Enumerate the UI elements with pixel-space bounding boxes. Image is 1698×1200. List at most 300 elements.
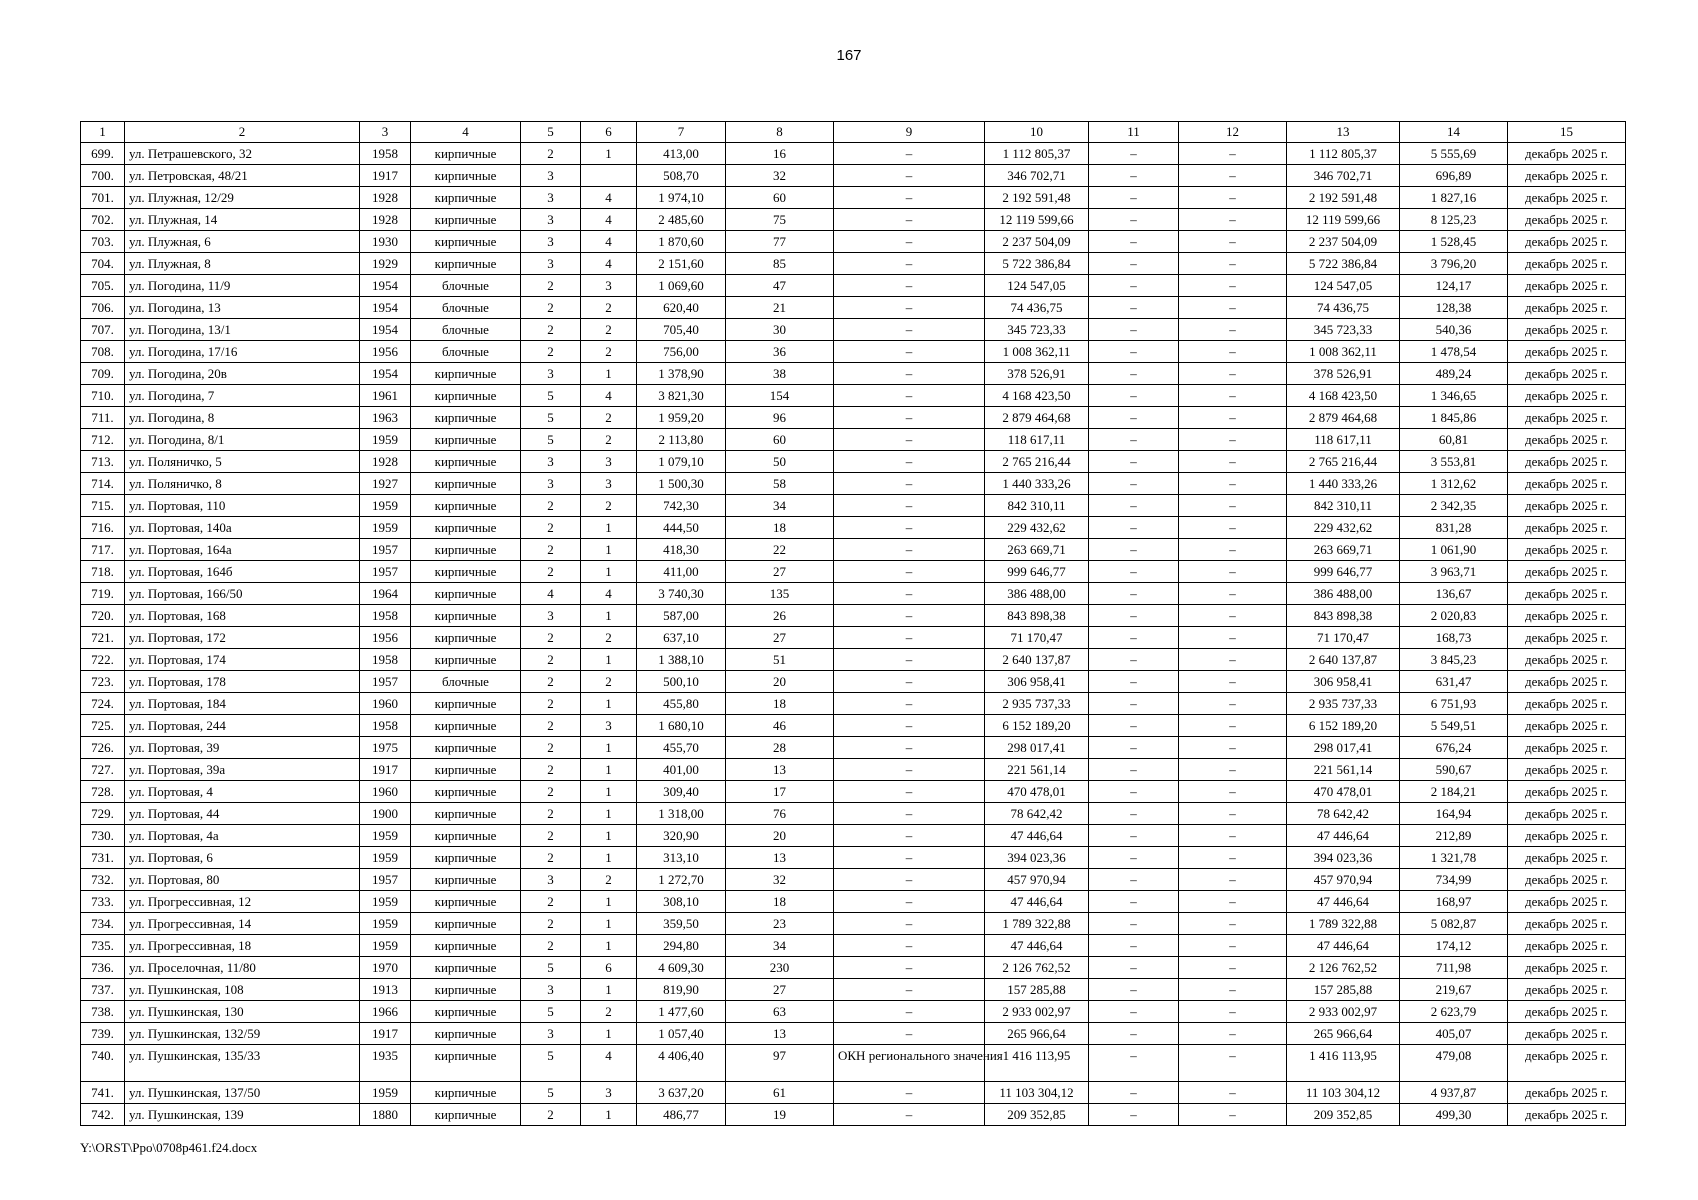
- table-cell: декабрь 2025 г.: [1508, 209, 1626, 231]
- table-row: [81, 473, 1626, 495]
- table-cell: кирпичные: [411, 605, 521, 627]
- table-cell: ул. Портовая, 39: [125, 737, 360, 759]
- table-cell: декабрь 2025 г.: [1508, 935, 1626, 957]
- table-cell: 2 933 002,97: [985, 1001, 1089, 1023]
- table-cell: –: [1089, 495, 1179, 517]
- table-cell: 1975: [360, 737, 411, 759]
- table-cell: 711.: [81, 407, 125, 429]
- table-row: [81, 605, 1626, 627]
- table-cell: 708.: [81, 341, 125, 363]
- table-cell: блочные: [411, 319, 521, 341]
- table-cell: 457 970,94: [1287, 869, 1400, 891]
- table-row: [81, 385, 1626, 407]
- table-cell: –: [1179, 1045, 1287, 1082]
- table-cell: 2 623,79: [1400, 1001, 1508, 1023]
- table-cell: 96: [726, 407, 834, 429]
- table-cell: ул. Пушкинская, 139: [125, 1104, 360, 1126]
- table-cell: 209 352,85: [985, 1104, 1089, 1126]
- table-cell: –: [1089, 1045, 1179, 1082]
- table-cell: кирпичные: [411, 825, 521, 847]
- table-cell: 842 310,11: [1287, 495, 1400, 517]
- table-cell: декабрь 2025 г.: [1508, 737, 1626, 759]
- table-cell: 13: [726, 847, 834, 869]
- table-cell: 1960: [360, 781, 411, 803]
- table-row: [81, 517, 1626, 539]
- table-cell: –: [1179, 1023, 1287, 1045]
- table-cell: –: [1179, 429, 1287, 451]
- table-cell: –: [1179, 913, 1287, 935]
- table-cell: –: [834, 649, 985, 671]
- table-cell: 717.: [81, 539, 125, 561]
- table-cell: 479,08: [1400, 1045, 1508, 1082]
- table-cell: ул. Портовая, 39а: [125, 759, 360, 781]
- table-cell: кирпичные: [411, 385, 521, 407]
- table-row: [81, 187, 1626, 209]
- table-cell: –: [1089, 847, 1179, 869]
- table-cell: 27: [726, 561, 834, 583]
- table-cell: 1 061,90: [1400, 539, 1508, 561]
- table-cell: 1959: [360, 825, 411, 847]
- table-cell: декабрь 2025 г.: [1508, 495, 1626, 517]
- table-cell: кирпичные: [411, 979, 521, 1001]
- table-cell: –: [834, 605, 985, 627]
- table-cell: кирпичные: [411, 891, 521, 913]
- table-cell: 1961: [360, 385, 411, 407]
- table-cell: кирпичные: [411, 209, 521, 231]
- table-cell: 13: [726, 759, 834, 781]
- table-cell: 1: [581, 891, 637, 913]
- table-cell: 700.: [81, 165, 125, 187]
- table-row: [81, 1001, 1626, 1023]
- table-cell: –: [1089, 473, 1179, 495]
- table-cell: 1963: [360, 407, 411, 429]
- table-cell: –: [1179, 407, 1287, 429]
- table-cell: 18: [726, 517, 834, 539]
- table-cell: 28: [726, 737, 834, 759]
- table-cell: 265 966,64: [985, 1023, 1089, 1045]
- table-row: [81, 737, 1626, 759]
- table-cell: 3 740,30: [637, 583, 726, 605]
- table-cell: 1959: [360, 495, 411, 517]
- table-row: [81, 451, 1626, 473]
- table-cell: декабрь 2025 г.: [1508, 561, 1626, 583]
- table-cell: ул. Портовая, 164б: [125, 561, 360, 583]
- table-cell: 703.: [81, 231, 125, 253]
- table-cell: декабрь 2025 г.: [1508, 825, 1626, 847]
- table-cell: –: [834, 429, 985, 451]
- table-cell: ул. Погодина, 8: [125, 407, 360, 429]
- table-cell: 1 789 322,88: [1287, 913, 1400, 935]
- table-cell: 2: [521, 693, 581, 715]
- table-cell: кирпичные: [411, 935, 521, 957]
- table-cell: –: [1089, 143, 1179, 165]
- table-cell: 74 436,75: [1287, 297, 1400, 319]
- table-cell: –: [1179, 957, 1287, 979]
- table-cell: 5: [521, 407, 581, 429]
- table-cell: 2: [581, 495, 637, 517]
- column-header: 3: [360, 122, 411, 143]
- table-cell: ул. Портовая, 80: [125, 869, 360, 891]
- table-cell: –: [834, 187, 985, 209]
- table-cell: ул. Плужная, 8: [125, 253, 360, 275]
- table-cell: 47 446,64: [1287, 891, 1400, 913]
- table-row: [81, 275, 1626, 297]
- table-cell: 32: [726, 165, 834, 187]
- table-cell: –: [834, 957, 985, 979]
- table-cell: 313,10: [637, 847, 726, 869]
- table-cell: декабрь 2025 г.: [1508, 627, 1626, 649]
- table-cell: 1917: [360, 165, 411, 187]
- table-cell: 1: [581, 143, 637, 165]
- table-cell: –: [1089, 319, 1179, 341]
- table-cell: 118 617,11: [985, 429, 1089, 451]
- page-number: 167: [836, 47, 862, 64]
- table-cell: 11 103 304,12: [985, 1082, 1089, 1104]
- table-cell: ул. Портовая, 244: [125, 715, 360, 737]
- table-cell: 1928: [360, 187, 411, 209]
- table-cell: блочные: [411, 671, 521, 693]
- table-cell: 1: [581, 737, 637, 759]
- table-cell: 219,67: [1400, 979, 1508, 1001]
- table-cell: –: [1089, 297, 1179, 319]
- table-cell: 712.: [81, 429, 125, 451]
- table-cell: –: [1089, 957, 1179, 979]
- table-cell: 736.: [81, 957, 125, 979]
- table-cell: 34: [726, 495, 834, 517]
- column-header: 13: [1287, 122, 1400, 143]
- table-row: [81, 165, 1626, 187]
- table-cell: 1954: [360, 319, 411, 341]
- table-cell: –: [834, 1104, 985, 1126]
- table-cell: кирпичные: [411, 187, 521, 209]
- table-cell: 38: [726, 363, 834, 385]
- table-cell: 738.: [81, 1001, 125, 1023]
- table-cell: –: [1089, 561, 1179, 583]
- table-cell: 60,81: [1400, 429, 1508, 451]
- table-cell: –: [834, 759, 985, 781]
- table-cell: –: [1179, 803, 1287, 825]
- table-cell: 1956: [360, 627, 411, 649]
- table-cell: 720.: [81, 605, 125, 627]
- table-cell: 719.: [81, 583, 125, 605]
- table-cell: 4: [581, 231, 637, 253]
- table-cell: 394 023,36: [1287, 847, 1400, 869]
- table-cell: –: [834, 473, 985, 495]
- table-cell: декабрь 2025 г.: [1508, 671, 1626, 693]
- table-cell: –: [1089, 605, 1179, 627]
- table-cell: 1: [581, 605, 637, 627]
- table-cell: 77: [726, 231, 834, 253]
- table-row: [81, 341, 1626, 363]
- table-cell: 2: [521, 319, 581, 341]
- table-cell: 2: [521, 341, 581, 363]
- table-cell: 2: [521, 561, 581, 583]
- table-cell: 124,17: [1400, 275, 1508, 297]
- table-cell: 540,36: [1400, 319, 1508, 341]
- table-cell: –: [1179, 825, 1287, 847]
- table-cell: –: [1089, 429, 1179, 451]
- table-cell: 727.: [81, 759, 125, 781]
- table-cell: 1880: [360, 1104, 411, 1126]
- table-cell: 18: [726, 891, 834, 913]
- table-cell: ул. Портовая, 174: [125, 649, 360, 671]
- table-cell: –: [1179, 693, 1287, 715]
- table-cell: 47 446,64: [1287, 935, 1400, 957]
- table-cell: кирпичные: [411, 737, 521, 759]
- table-cell: ул. Плужная, 12/29: [125, 187, 360, 209]
- table-cell: 1 008 362,11: [985, 341, 1089, 363]
- table-cell: ул. Погодина, 20в: [125, 363, 360, 385]
- table-cell: 6 751,93: [1400, 693, 1508, 715]
- table-cell: блочные: [411, 297, 521, 319]
- header-row: [81, 122, 1626, 143]
- table-cell: 18: [726, 693, 834, 715]
- table-cell: –: [834, 583, 985, 605]
- table-cell: 5: [521, 957, 581, 979]
- table-cell: –: [1089, 649, 1179, 671]
- table-cell: блочные: [411, 275, 521, 297]
- table-cell: 1959: [360, 429, 411, 451]
- table-cell: 741.: [81, 1082, 125, 1104]
- table-cell: декабрь 2025 г.: [1508, 583, 1626, 605]
- table-cell: 1959: [360, 517, 411, 539]
- table-cell: –: [1179, 605, 1287, 627]
- table-cell: 2 151,60: [637, 253, 726, 275]
- table-cell: 47 446,64: [985, 825, 1089, 847]
- table-cell: –: [1089, 935, 1179, 957]
- table-cell: ОКН регионального значения: [834, 1045, 985, 1082]
- table-cell: 1954: [360, 363, 411, 385]
- table-cell: кирпичные: [411, 869, 521, 891]
- table-cell: 124 547,05: [1287, 275, 1400, 297]
- table-cell: –: [834, 869, 985, 891]
- table-cell: 3 821,30: [637, 385, 726, 407]
- table-cell: 60: [726, 187, 834, 209]
- table-cell: 168,73: [1400, 627, 1508, 649]
- table-cell: 5: [521, 1001, 581, 1023]
- table-cell: 819,90: [637, 979, 726, 1001]
- table-cell: 739.: [81, 1023, 125, 1045]
- table-cell: –: [1089, 187, 1179, 209]
- table-cell: 2: [521, 891, 581, 913]
- table-cell: 17: [726, 781, 834, 803]
- table-cell: –: [1089, 627, 1179, 649]
- table-cell: 842 310,11: [985, 495, 1089, 517]
- table-cell: 154: [726, 385, 834, 407]
- table-cell: 4 609,30: [637, 957, 726, 979]
- table-cell: кирпичные: [411, 253, 521, 275]
- table-cell: 5: [521, 1045, 581, 1082]
- table-row: [81, 495, 1626, 517]
- table-cell: 5: [521, 1082, 581, 1104]
- table-cell: ул. Пушкинская, 132/59: [125, 1023, 360, 1045]
- table-cell: декабрь 2025 г.: [1508, 979, 1626, 1001]
- table-cell: 221 561,14: [1287, 759, 1400, 781]
- table-cell: 1 112 805,37: [985, 143, 1089, 165]
- table-cell: 1959: [360, 1082, 411, 1104]
- table-cell: 3 637,20: [637, 1082, 726, 1104]
- table-cell: 212,89: [1400, 825, 1508, 847]
- table-cell: 320,90: [637, 825, 726, 847]
- table-cell: 486,77: [637, 1104, 726, 1126]
- table-cell: 843 898,38: [1287, 605, 1400, 627]
- table-cell: 230: [726, 957, 834, 979]
- table-cell: –: [1089, 451, 1179, 473]
- table-cell: –: [1089, 759, 1179, 781]
- table-cell: –: [834, 297, 985, 319]
- table-cell: 732.: [81, 869, 125, 891]
- table-cell: декабрь 2025 г.: [1508, 803, 1626, 825]
- table-cell: 999 646,77: [1287, 561, 1400, 583]
- table-cell: 1 680,10: [637, 715, 726, 737]
- table-cell: 2 879 464,68: [985, 407, 1089, 429]
- table-cell: ул. Плужная, 14: [125, 209, 360, 231]
- table-cell: кирпичные: [411, 583, 521, 605]
- table-cell: 71 170,47: [985, 627, 1089, 649]
- table-cell: –: [1179, 187, 1287, 209]
- table-cell: 3: [521, 869, 581, 891]
- table-cell: кирпичные: [411, 429, 521, 451]
- table-cell: 74 436,75: [985, 297, 1089, 319]
- table-cell: ул. Плужная, 6: [125, 231, 360, 253]
- table-cell: кирпичные: [411, 781, 521, 803]
- table-cell: 1 440 333,26: [1287, 473, 1400, 495]
- table-cell: 3: [581, 473, 637, 495]
- table-cell: 1: [581, 649, 637, 671]
- table-cell: 75: [726, 209, 834, 231]
- table-cell: –: [1089, 913, 1179, 935]
- table-cell: –: [834, 825, 985, 847]
- table-cell: 725.: [81, 715, 125, 737]
- table-cell: 3: [521, 231, 581, 253]
- table-cell: 1 079,10: [637, 451, 726, 473]
- table-row: [81, 429, 1626, 451]
- table-cell: 1958: [360, 143, 411, 165]
- table-cell: декабрь 2025 г.: [1508, 539, 1626, 561]
- table-cell: 298 017,41: [1287, 737, 1400, 759]
- column-header: 8: [726, 122, 834, 143]
- table-cell: –: [1089, 693, 1179, 715]
- table-cell: ул. Портовая, 178: [125, 671, 360, 693]
- column-header: 9: [834, 122, 985, 143]
- table-cell: ул. Прогрессивная, 18: [125, 935, 360, 957]
- table-cell: 2: [521, 495, 581, 517]
- table-cell: декабрь 2025 г.: [1508, 231, 1626, 253]
- table-cell: кирпичные: [411, 957, 521, 979]
- table-cell: кирпичные: [411, 759, 521, 781]
- table-cell: 1935: [360, 1045, 411, 1082]
- table-row: [81, 935, 1626, 957]
- table-cell: –: [834, 693, 985, 715]
- table-cell: 1: [581, 825, 637, 847]
- table-cell: ул. Поляничко, 5: [125, 451, 360, 473]
- table-cell: 3: [521, 451, 581, 473]
- table-cell: 5 549,51: [1400, 715, 1508, 737]
- file-path: Y:\ORST\Ppo\0708p461.f24.docx: [80, 1140, 258, 1155]
- table-cell: ул. Погодина, 7: [125, 385, 360, 407]
- table-cell: 394 023,36: [985, 847, 1089, 869]
- table-cell: 3: [521, 979, 581, 1001]
- table-cell: 3: [581, 451, 637, 473]
- table-cell: 20: [726, 671, 834, 693]
- table-cell: 2: [521, 143, 581, 165]
- table-cell: –: [1179, 253, 1287, 275]
- table-cell: 23: [726, 913, 834, 935]
- table-cell: 221 561,14: [985, 759, 1089, 781]
- table-cell: –: [1089, 1082, 1179, 1104]
- table-cell: 722.: [81, 649, 125, 671]
- table-cell: 229 432,62: [1287, 517, 1400, 539]
- table-cell: 676,24: [1400, 737, 1508, 759]
- table-cell: –: [834, 319, 985, 341]
- table-cell: декабрь 2025 г.: [1508, 517, 1626, 539]
- table-cell: кирпичные: [411, 495, 521, 517]
- table-cell: кирпичные: [411, 803, 521, 825]
- table-cell: ул. Портовая, 44: [125, 803, 360, 825]
- table-cell: ул. Погодина, 17/16: [125, 341, 360, 363]
- table-cell: –: [1179, 1104, 1287, 1126]
- table-row: [81, 253, 1626, 275]
- table-cell: 8 125,23: [1400, 209, 1508, 231]
- column-header: 5: [521, 122, 581, 143]
- table-row: [81, 143, 1626, 165]
- table-cell: 263 669,71: [985, 539, 1089, 561]
- table-cell: 4 406,40: [637, 1045, 726, 1082]
- table-cell: 590,67: [1400, 759, 1508, 781]
- table-cell: декабрь 2025 г.: [1508, 341, 1626, 363]
- table-cell: декабрь 2025 г.: [1508, 1001, 1626, 1023]
- table-cell: 489,24: [1400, 363, 1508, 385]
- table-cell: 2: [521, 715, 581, 737]
- table-cell: 1930: [360, 231, 411, 253]
- table-cell: 831,28: [1400, 517, 1508, 539]
- column-header: 10: [985, 122, 1089, 143]
- table-cell: 715.: [81, 495, 125, 517]
- table-cell: 711,98: [1400, 957, 1508, 979]
- table-cell: 1 008 362,11: [1287, 341, 1400, 363]
- table-cell: 2 192 591,48: [1287, 187, 1400, 209]
- table-cell: 3 963,71: [1400, 561, 1508, 583]
- table-row: [81, 231, 1626, 253]
- table-cell: 3: [521, 209, 581, 231]
- table-cell: декабрь 2025 г.: [1508, 275, 1626, 297]
- table-row: [81, 539, 1626, 561]
- table-row: [81, 979, 1626, 1001]
- table-cell: 1 827,16: [1400, 187, 1508, 209]
- table-cell: 19: [726, 1104, 834, 1126]
- table-cell: 386 488,00: [1287, 583, 1400, 605]
- table-cell: 1958: [360, 715, 411, 737]
- table-cell: –: [834, 561, 985, 583]
- table-cell: 1: [581, 539, 637, 561]
- table-cell: –: [1179, 451, 1287, 473]
- table-cell: 209 352,85: [1287, 1104, 1400, 1126]
- table-row: [81, 693, 1626, 715]
- column-header: 7: [637, 122, 726, 143]
- table-cell: 3: [581, 1082, 637, 1104]
- table-row: [81, 869, 1626, 891]
- table-cell: 359,50: [637, 913, 726, 935]
- table-cell: –: [834, 341, 985, 363]
- table-cell: –: [834, 979, 985, 1001]
- table-cell: –: [834, 627, 985, 649]
- table-cell: 2: [521, 275, 581, 297]
- table-cell: –: [1089, 737, 1179, 759]
- table-row: [81, 891, 1626, 913]
- table-cell: –: [834, 385, 985, 407]
- table-cell: 1913: [360, 979, 411, 1001]
- table-cell: 4 937,87: [1400, 1082, 1508, 1104]
